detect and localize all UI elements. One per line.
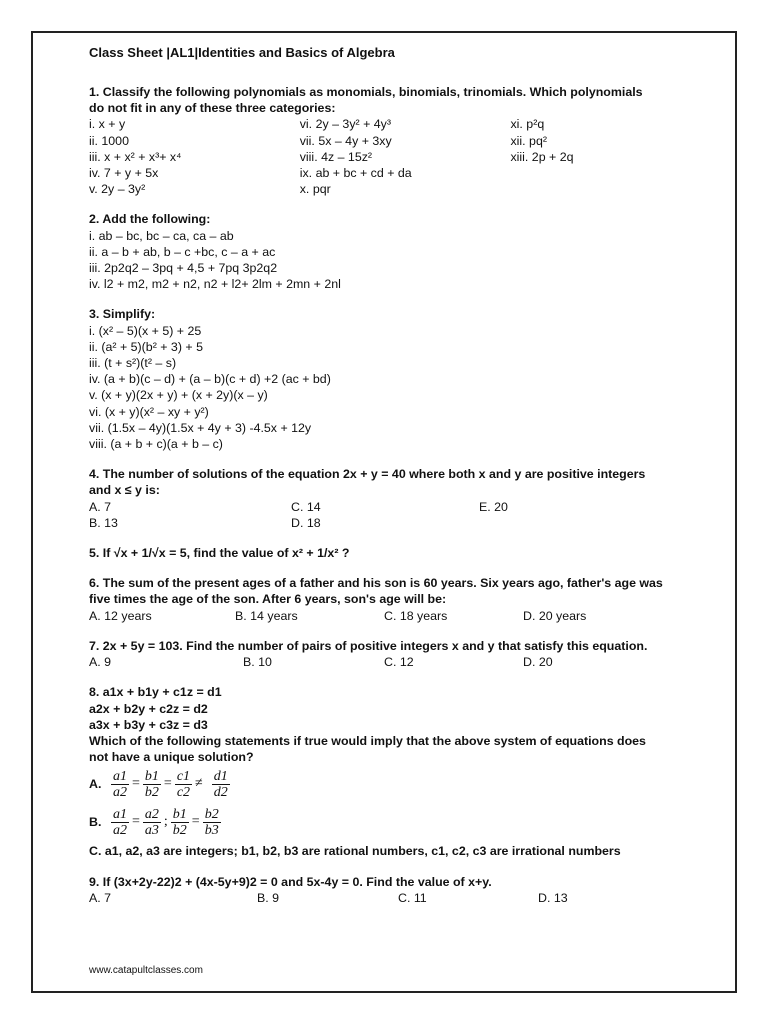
question-7	[89, 638, 649, 670]
q7-option: C. 12	[384, 655, 414, 670]
q1-item: ix. ab + bc + cd + da	[299, 166, 412, 181]
q3-item: v. (x + y)(2x + y) + (x + 2y)(x – y)	[89, 388, 268, 403]
q3-prompt: 3. Simplify:	[89, 307, 156, 322]
question-9	[89, 874, 649, 906]
q8-prompt-cont: not have a unique solution?	[89, 750, 254, 765]
q8-option-a: A. $\frac{a1}{a2}$ = $\frac{b1}{b2}$ = $\frac{c1}{c2}$ ≠ $\frac{d1}{d2}$	[89, 768, 228, 800]
worksheet	[89, 44, 663, 906]
q1-item: viii. 4z – 15z²	[299, 149, 373, 164]
q3-item: i. (x² – 5)(x + 5) + 25	[89, 323, 202, 338]
q1-item	[510, 181, 649, 197]
q1-item: xi. p²q	[510, 117, 545, 132]
q1-item: i. x + y	[89, 117, 126, 132]
fraction: $\frac{a1}{a2}$	[113, 806, 127, 838]
q3-item: vi. (x + y)(x² – xy + y²)	[89, 404, 209, 419]
q8-prompt: Which of the following statements if true would imply that the above system of equations does	[89, 733, 646, 748]
fraction: $\frac{b1}{b2}$	[172, 806, 187, 838]
q3-item: ii. (a² + 5)(b² + 3) + 5	[89, 339, 203, 354]
q3-item: iii. (t + s²)(t² – s)	[89, 356, 177, 371]
fraction: $\frac{a1}{a2}$	[113, 768, 127, 800]
q1-item: xiii. 2p + 2q	[510, 149, 574, 164]
q7-option: A. 9	[89, 655, 112, 670]
q7-option: B. 10	[243, 655, 272, 670]
q1-item: iii. x + x² + x³+ x⁴	[89, 149, 182, 164]
q3-item: vii. (1.5x – 4y)(1.5x + 4y + 3) -4.5x + 12y	[89, 420, 312, 435]
question-8	[89, 684, 649, 859]
question-6	[89, 575, 663, 624]
q1-item: iv. 7 + y + 5x	[89, 166, 159, 181]
q6-option: B. 14 years	[235, 608, 298, 623]
q7-prompt: 7. 2x + 5y = 103. Find the number of pairs of positive integers x and y that satisfy this equation.	[89, 638, 648, 653]
q3-item: iv. (a + b)(c – d) + (a – b)(c + d) +2 (ac + bd)	[89, 372, 331, 387]
question-5	[89, 545, 649, 561]
fraction: $\frac{b2}{b3}$	[204, 806, 219, 838]
q4-prompt-cont: and x ≤ y is:	[89, 483, 160, 498]
q2-item: iii. 2p2q2 – 3pq + 4,5 + 7pq 3p2q2	[89, 261, 278, 276]
question-4	[89, 466, 649, 531]
question-3	[89, 306, 649, 452]
q1-item	[510, 165, 649, 181]
q9-prompt: 9. If (3x+2y-22)2 + (4x-5y+9)2 = 0 and 5x-4y = 0. Find the value of x+y.	[89, 874, 492, 889]
q1-item: ii. 1000	[89, 133, 129, 148]
q6-option: C. 18 years	[384, 608, 448, 623]
q5-prompt: 5. If √x + 1/√x = 5, find the value of x² + 1/x² ?	[89, 546, 350, 561]
fraction: $\frac{c1}{c2}$	[176, 768, 191, 800]
q4-option: B. 13	[89, 515, 118, 530]
q1-item: vi. 2y – 3y² + 4y³	[299, 117, 391, 132]
q4-option: D. 18	[291, 515, 321, 530]
q6-option: D. 20 years	[523, 608, 587, 623]
q6-option: A. 12 years	[89, 608, 152, 623]
q1-prompt-cont: do not fit in any of these three categories:	[89, 101, 336, 116]
q1-item: x. pqr	[299, 182, 331, 197]
q1-item: vii. 5x – 4y + 3xy	[299, 133, 392, 148]
q8-option-b: B. $\frac{a1}{a2}$ = $\frac{a2}{a3}$ ; $\frac{b1}{b2}$ = $\frac{b2}{b3}$	[89, 806, 219, 838]
page-title: Class Sheet |AL1|Identities and Basics of Algebra	[89, 45, 395, 60]
q8-equation-3: a3x + b3y + c3z = d3	[89, 717, 208, 732]
q4-option: A. 7	[89, 499, 112, 514]
q2-item: ii. a – b + ab, b – c +bc, c – a + ac	[89, 244, 276, 259]
q1-item: xii. pq²	[510, 133, 547, 148]
q7-option: D. 20	[523, 655, 553, 670]
q8-equation-1: 8. a1x + b1y + c1z = d1	[89, 685, 222, 700]
q8-equation-2: a2x + b2y + c2z = d2	[89, 701, 208, 716]
question-2	[89, 211, 649, 292]
q2-item: i. ab – bc, bc – ca, ca – ab	[89, 228, 234, 243]
q1-prompt: 1. Classify the following polynomials as monomials, binomials, trinomials. Which polynomials	[89, 85, 643, 99]
q4-option: C. 14	[291, 499, 321, 514]
fraction: $\frac{b1}{b2}$	[144, 768, 159, 800]
q3-item: viii. (a + b + c)(a + b – c)	[89, 437, 223, 452]
q6-prompt: 6. The sum of the present ages of a father and his son is 60 years. Six years ago, father's age was	[89, 576, 663, 591]
question-1	[89, 84, 649, 197]
q6-prompt-cont: five times the age of the son. After 6 years, son's age will be:	[89, 592, 447, 607]
q8-option-c: C. a1, a2, a3 are integers; b1, b2, b3 are rational numbers, c1, c2, c3 are irrational numbers	[89, 844, 621, 859]
q1-item: v. 2y – 3y²	[89, 182, 146, 197]
q2-prompt: 2. Add the following:	[89, 212, 211, 227]
q9-option: C. 11	[398, 890, 427, 905]
q2-item: iv. l2 + m2, m2 + n2, n2 + l2+ 2lm + 2mn + 2nl	[89, 277, 341, 292]
q9-option: A. 7	[89, 890, 112, 905]
q4-prompt: 4. The number of solutions of the equation 2x + y = 40 where both x and y are positive integers	[89, 467, 646, 482]
fraction: $\frac{a2}{a3}$	[144, 806, 159, 838]
fraction: $\frac{d1}{d2}$	[213, 768, 228, 800]
footer-url[interactable]: www.catapultclasses.com	[89, 965, 203, 976]
q4-option: E. 20	[479, 499, 508, 514]
q9-option: B. 9	[257, 890, 280, 905]
q9-option: D. 13	[538, 890, 568, 905]
